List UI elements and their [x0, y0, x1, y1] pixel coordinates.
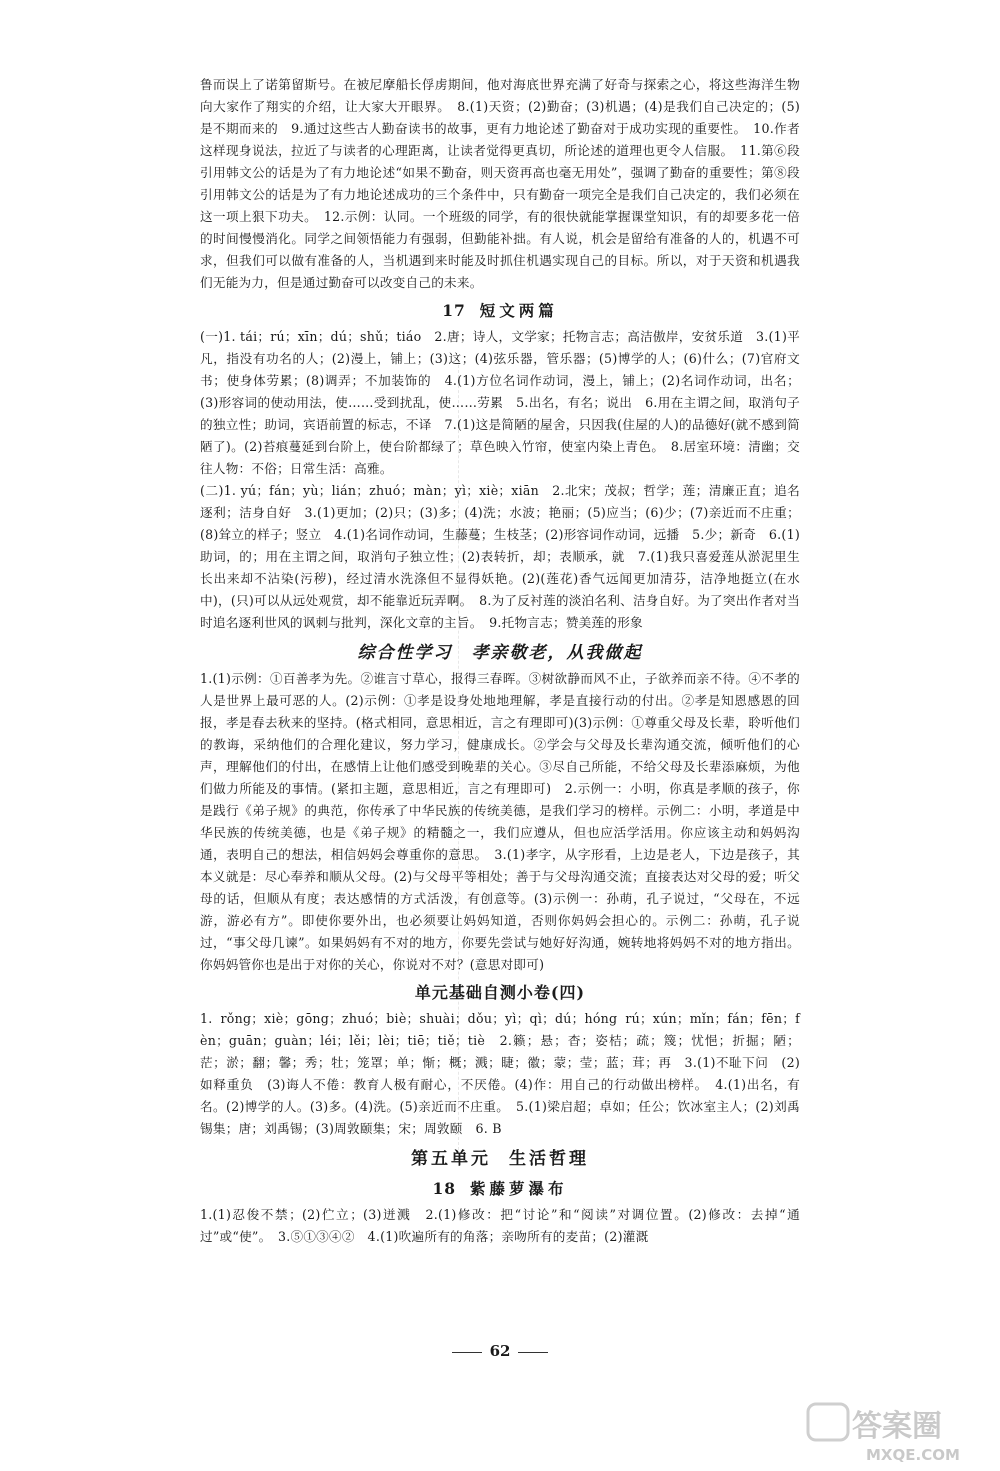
unit-5-label: 第五单元	[411, 1149, 491, 1169]
section-18-paragraph: 1.(1)忍俊不禁；(2)伫立；(3)迸溅 2.(1)修改：把“讨论”和“阅读”对调位置。(2)修改：去掉“通过”或“使”。 3.⑤①③④② 4.(1)吹遍所有的角落；亲吻所有的麦苗；(2)灌溉	[200, 1207, 800, 1244]
unit-test-title: 单元基础自测小卷(四)	[414, 983, 586, 1002]
intro-paragraph: 鲁而误上了诺第留斯号。在被尼摩船长俘虏期间，他对海底世界充满了好奇与探索之心，将这些海洋生物向大家作了翔实的介绍，让大家大开眼界。 8.(1)天资；(2)勤奋；(3)机遇；(4)是我们自己决定的；(5)是不期而来的 9.通过这些古人勤奋读书的故事，更有力地论述了勤奋对于成功实现的重要性。 10.作者这样现身说法，拉近了与读者的心理距离，让读者觉得更真切，所论述的道理也更令人信服。 11.第⑥段引用韩文公的话是为了有力地论述“如果不勤奋，则天资再高也毫无用处”，强调了勤奋的重要性；第⑧段引用韩文公的话是为了有力地论述成功的三个条件中，只有勤奋一项完全是我们自己决定的，我们必须在这一项上狠下功夫。 12.示例：认同。一个班级的同学，有的很快就能掌握课堂知识，有的却要多花一倍的时间慢慢消化。同学之间领悟能力有强弱，但勤能补拙。有人说，机会是留给有准备的人的，机遇不可求，但我们可以做有准备的人，当机遇到来时能及时抓住机遇实现自己的目标。所以，对于天资和机遇我们无能为力，但是通过勤奋可以改变自己的未来。	[200, 77, 800, 290]
comprehensive-study-title: 综合性学习 孝亲敬老，从我做起	[357, 643, 643, 663]
watermark-sub-text: MXQE.COM	[866, 1446, 960, 1464]
section-17-heading	[200, 298, 800, 324]
unit-5-heading	[200, 1146, 800, 1172]
page-number-value: 62	[489, 1342, 511, 1360]
watermark-main-text: 答案圈	[852, 1409, 942, 1444]
unit-test-paragraph: 1. rǒng；xiè；gōng；zhuó；biè；shuài；dǒu；yì；qì；dú；hóng rú；xún；mǐn；fán；fēn；fèn；guān；guàn；léi；lěi；lèi；tiē；tiě；tiè 2.籁；悬；杳；姿桔；疏；篾；忧悒；折掘；陋；茫；淤；翻；馨；秀；牡；笼罩；单；惭；概；溅；睫；徽；蒙；莹；蓝；茸；再 3.(1)不耻下问 (2)如释重负 (3)诲人不倦：教育人极有耐心，不厌倦。(4)作：用自己的行动做出榜样。 4.(1)出名，有名。(2)博学的人。(3)多。(4)洗。(5)亲近而不庄重。 5.(1)梁启超；卓如；任公；饮冰室主人；(2)刘禹锡集；唐；刘禹锡；(3)周敦颐集；宋；周敦颐 6. B	[200, 1011, 800, 1136]
comprehensive-study-paragraph: 1.(1)示例：①百善孝为先。②谁言寸草心，报得三春晖。③树欲静而风不止，子欲养而亲不待。④不孝的人是世界上最可恶的人。(2)示例：①孝是设身处地地理解，孝是直接行动的付出。②孝是知恩感恩的回报，孝是春去秋来的坚持。(格式相同，意思相近，言之有理即可)(3)示例：①尊重父母及长辈，聆听他们的教诲，采纳他们的合理化建议，努力学习，健康成长。②学会与父母及长辈沟通交流，倾听他们的心声，理解他们的付出，在感情上让他们感受到晚辈的关心。③尽自己所能，不给父母及长辈添麻烦，为他们做力所能及的事情。(紧扣主题，意思相近，言之有理即可) 2.示例一：小明，你真是孝顺的孩子，你是践行《弟子规》的典范，你传承了中华民族的传统美德，是我们学习的榜样。示例二：小明，孝道是中华民族的传统美德，也是《弟子规》的精髓之一，我们应遵从，但也应活学活用。你应该主动和妈妈沟通，表明自己的想法，相信妈妈会尊重你的意思。 3.(1)孝字，从字形看，上边是老人，下边是孩子，其本义就是：尽心奉养和顺从父母。(2)与父母平等相处；善于与父母沟通交流；直接表达对父母的爱；听父母的话，但顺从有度；表达感情的方式活泼，有创意等。(3)示例一：孙萌，孔子说过，“父母在，不远游，游必有方”。即使你要外出，也必须要让妈妈知道，否则你妈妈会担心的。示例二：孙萌，孔子说过，“事父母几谏”。如果妈妈有不对的地方，你要先尝试与她好好沟通，婉转地将妈妈不对的地方指出。你妈妈管你也是出于对你的关心，你说对不对？(意思对即可)	[200, 671, 800, 972]
section-17-part-2: (二)1. yú；fán；yù；lián；zhuó；màn；yì；xiè；xiān 2.北宋；茂叔；哲学；莲；清廉正直；追名逐利；洁身自好 3.(1)更加；(2)只；(3)多；(4)洗；水波；艳丽；(5)应当；(6)少；(7)亲近而不庄重；(8)耸立的样子；竖立 4.(1)名词作动词，生藤蔓；生枝茎；(2)形容词作动词，远播 5.少；新奇 6.(1)助词，的；用在主谓之间，取消句子独立性；(2)表转折，却；表顺承，就 7.(1)我只喜爱莲从淤泥里生长出来却不沾染(污秽)，经过清水洗涤但不显得妖艳。(2)(莲花)香气远闻更加清芬，洁净地挺立(在水中)，(只)可以从远处观赏，却不能靠近玩弄啊。 8.为了反衬莲的淡泊名利、洁身自好。为了突出作者对当时追名逐利世风的讽刺与批判，深化文章的主旨。 9.托物言志；赞美莲的形象	[200, 483, 800, 630]
unit-5-theme: 生活哲理	[509, 1149, 589, 1169]
section-18-title: 紫藤萝瀑布	[470, 1179, 568, 1198]
watermark-logo	[806, 1402, 992, 1464]
section-17-number: 17	[442, 301, 466, 320]
page-number	[0, 1342, 1000, 1360]
section-17-title: 短文两篇	[479, 301, 558, 320]
page-content	[200, 74, 800, 1248]
section-17-part-1: (一)1. tái；rú；xīn；dú；shǔ；tiáo 2.唐；诗人，文学家；托物言志；高洁傲岸，安贫乐道 3.(1)平凡，指没有功名的人；(2)漫上，铺上；(3)这；(4)弦乐器，管乐器；(5)博学的人；(6)什么；(7)官府文书；使身体劳累；(8)调弄；不加装饰的 4.(1)方位名词作动词，漫上，铺上；(2)名词作动词，出名；(3)形容词的使动用法，使……受到扰乱，使……劳累 5.出名，有名；说出 6.用在主谓之间，取消句子的独立性；助词，宾语前置的标志，不译 7.(1)这是简陋的屋舍，只因我(住屋的人)的品德好(就不感到简陋了)。(2)苔痕蔓延到台阶上，使台阶都绿了；草色映入竹帘，使室内染上青色。 8.居室环境：清幽；交往人物：不俗；日常生活：高雅。	[200, 329, 800, 476]
section-18-heading	[200, 1176, 800, 1202]
section-18-number: 18	[432, 1179, 457, 1198]
